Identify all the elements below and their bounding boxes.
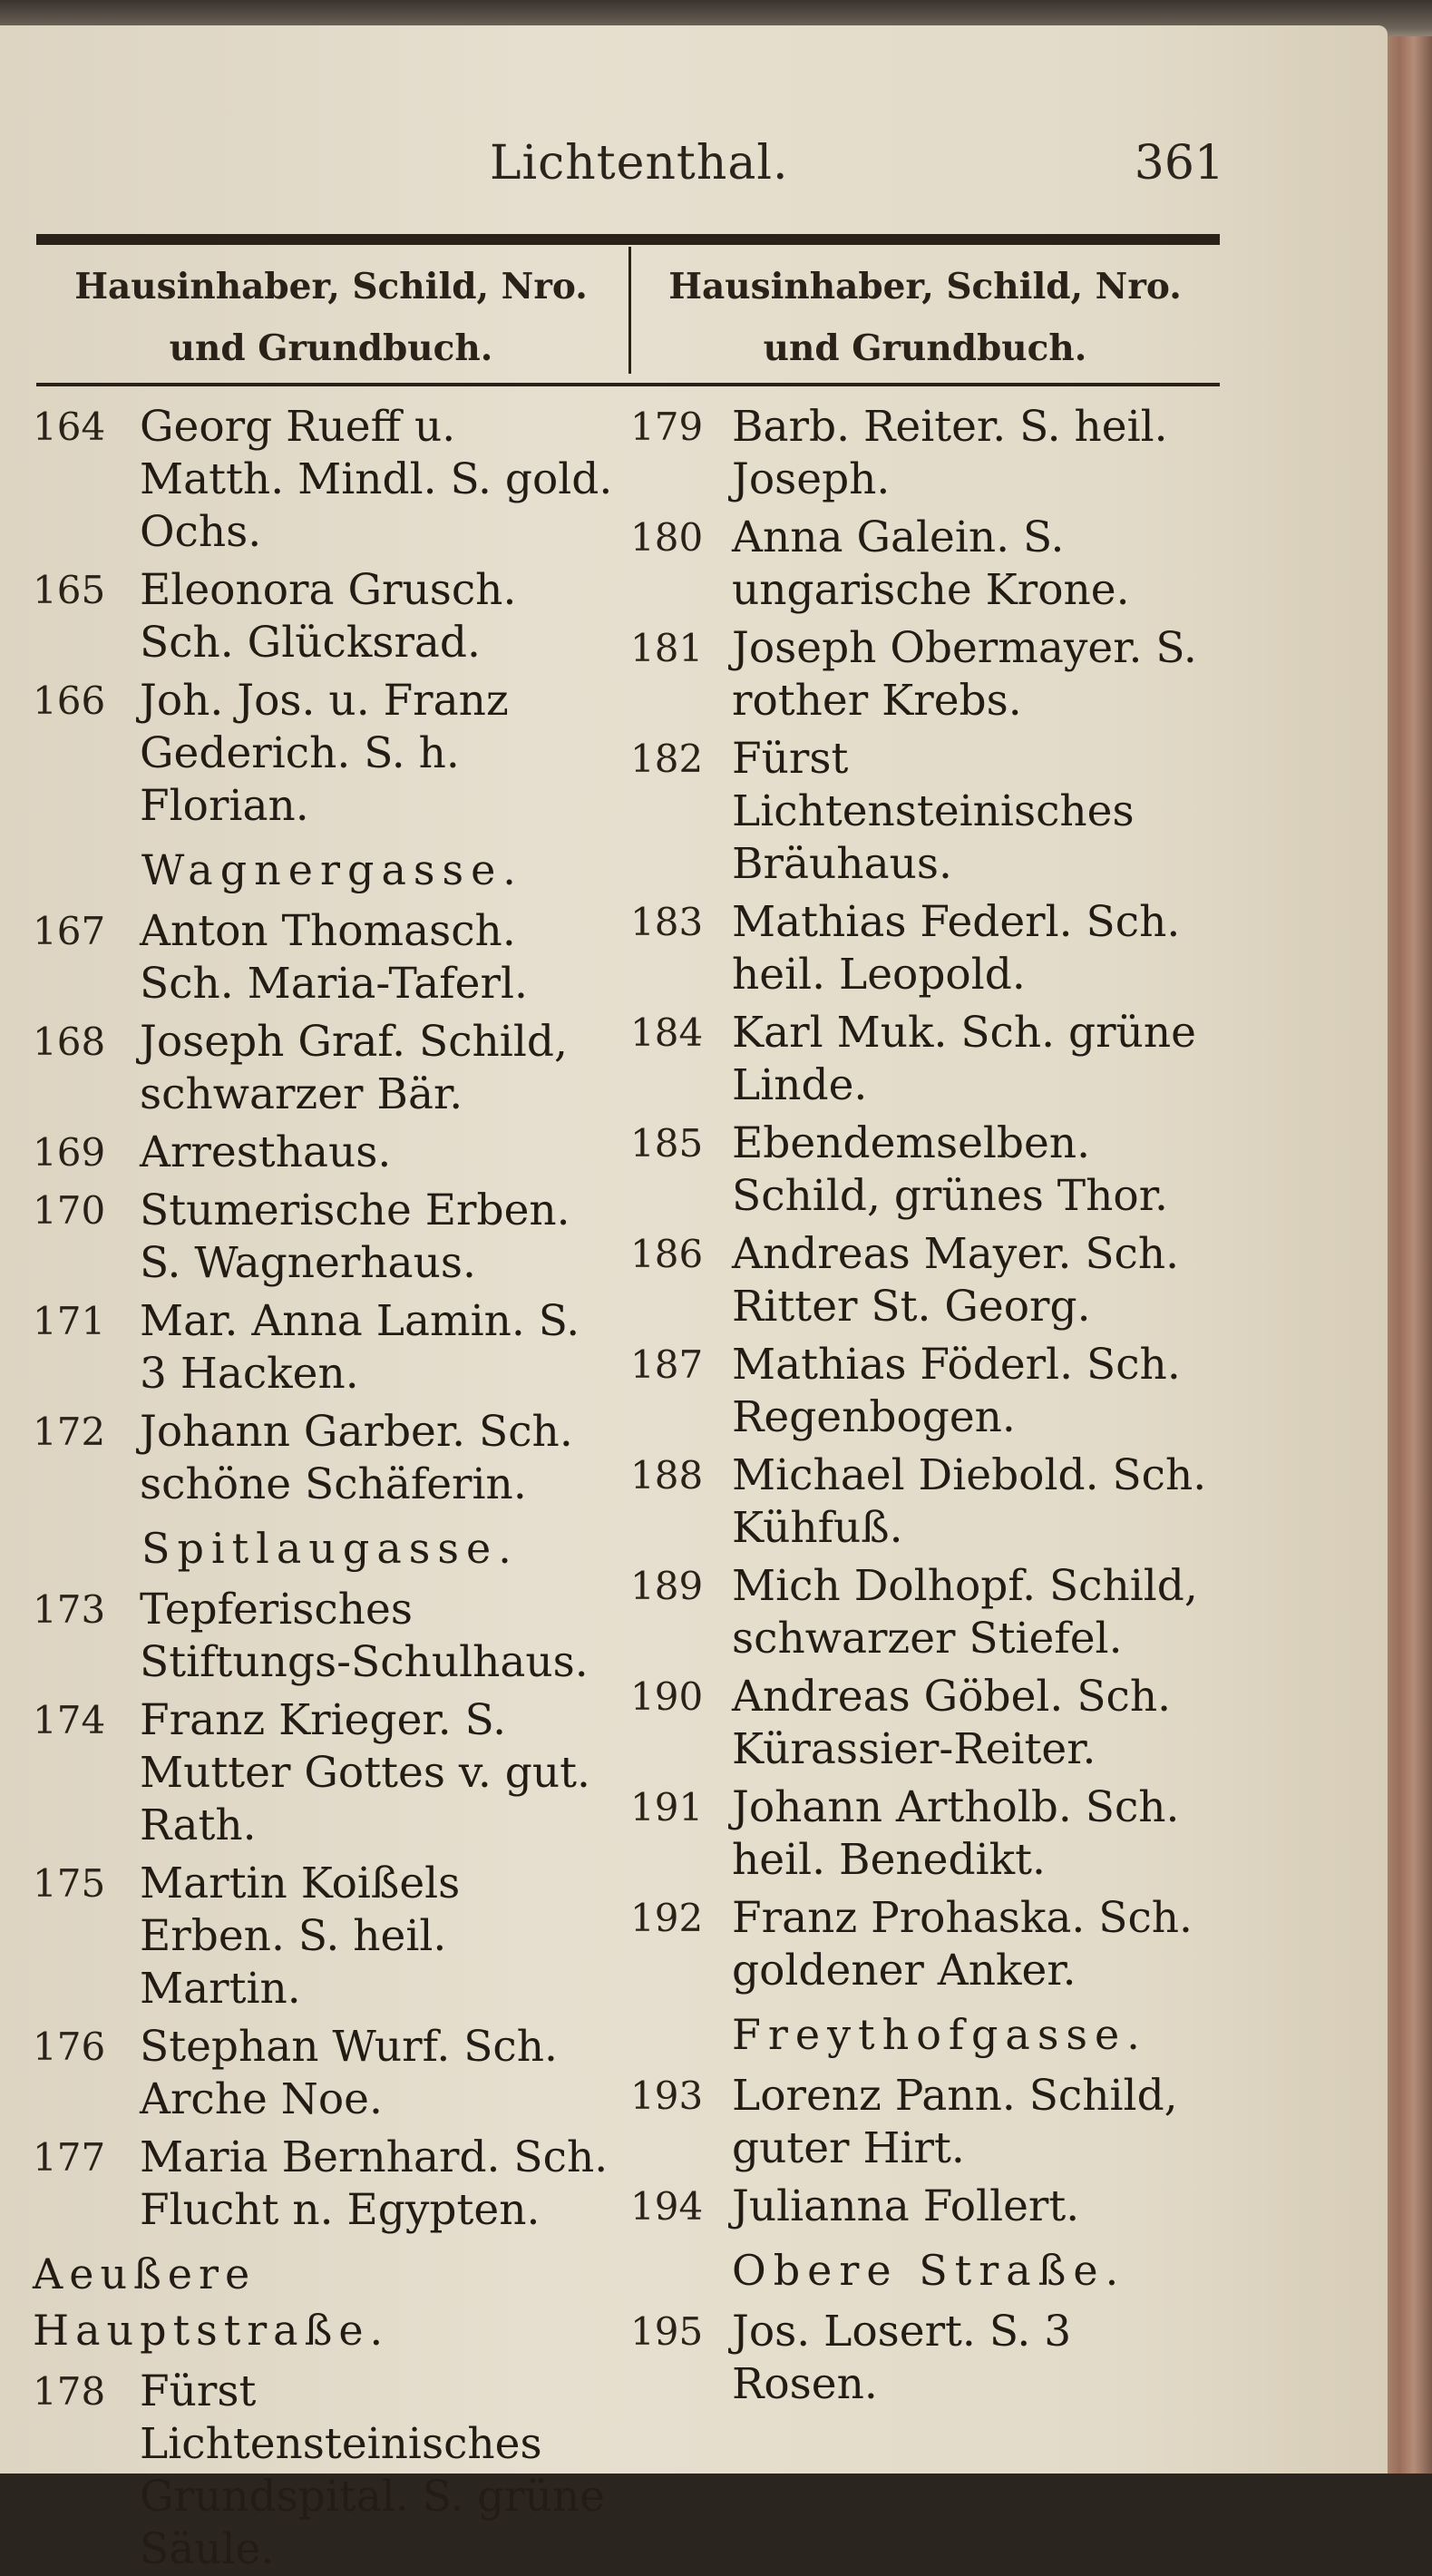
house-number: 180 [630,515,704,560]
entry-text: Jos. Losert. S. 3 Rosen. [732,2307,1072,2409]
entry-text: Georg Rueff u. Matth. Mindl. S. gold. Ochs. [140,402,613,557]
list-entry [630,1007,1220,1112]
list-entry [33,2132,613,2237]
list-entry [33,905,613,1010]
street-heading: Obere Straße. [732,2246,1126,2295]
house-number: 164 [33,405,106,449]
house-number: 171 [33,1299,106,1343]
entry-text: Mar. Anna Lamin. S. 3 Hacken. [140,1296,580,1399]
list-entry [630,896,1220,1001]
list-entry [33,401,613,559]
entry-text: Arresthaus. [140,1127,392,1177]
entry-text: Franz Krieger. S. Mutter Gottes v. gut. Rath. [140,1695,590,1850]
house-number: 195 [630,2309,704,2354]
entry-text: Franz Prohaska. Sch. goldener Anker. [732,1893,1193,1995]
list-entry [33,2366,613,2576]
house-number: 165 [33,568,106,612]
house-number: 166 [33,678,106,723]
house-number: 192 [630,1896,704,1940]
entry-text: Tepferisches Stiftungs-Schulhaus. [140,1585,589,1687]
list-entry [33,564,613,669]
entry-text: Johann Artholb. Sch. heil. Benedikt. [732,1782,1180,1885]
house-number: 193 [630,2073,704,2118]
list-entry [630,512,1220,617]
list-entry [630,1671,1220,1776]
left-column-header: Hausinhaber, Schild, Nro. und Grundbuch. [74,266,588,369]
page-number: 361 [1134,136,1224,190]
list-entry [630,733,1220,891]
house-number: 191 [630,1785,704,1830]
entry-text: Andreas Göbel. Sch. Kürassier-Reiter. [732,1672,1172,1774]
street-heading: Spitlaugasse. [141,1524,519,1573]
entry-text: Karl Muk. Sch. grüne Linde. [732,1008,1196,1110]
street-heading: Wagnergasse. [141,845,523,894]
left-column [33,401,613,2576]
entry-text: Mich Dolhopf. Schild, schwarzer Stiefel. [732,1561,1198,1664]
list-entry [33,1016,613,1121]
list-entry [33,1694,613,1852]
house-number: 188 [630,1453,704,1498]
house-number: 190 [630,1674,704,1719]
entry-text: Lorenz Pann. Schild, guter Hirt. [732,2071,1178,2173]
house-number: 194 [630,2184,704,2229]
entry-text: Fürst Lichtensteinisches Grundspital. S. grüne Säule. [140,2366,606,2574]
entry-text: Mathias Federl. Sch. heil. Leopold. [732,897,1181,1000]
house-number: 174 [33,1698,106,1742]
list-entry [630,1781,1220,1887]
list-entry [630,622,1220,727]
entry-text: Barb. Reiter. S. heil. Joseph. [732,402,1168,504]
entry-text: Stephan Wurf. Sch. Arche Noe. [140,2022,558,2124]
entry-text: Mathias Föderl. Sch. Regenbogen. [732,1340,1181,1442]
house-number: 177 [33,2135,106,2180]
entry-text: Stumerische Erben. S. Wagnerhaus. [140,1186,570,1288]
list-entry [33,1584,613,1689]
list-entry [33,675,613,833]
list-entry [630,1560,1220,1665]
list-entry [33,1858,613,2015]
entry-text: Fürst Lichtensteinisches Bräuhaus. [732,734,1135,889]
house-number: 187 [630,1342,704,1387]
entry-text: Anna Galein. S. ungarische Krone. [732,512,1130,615]
header-rule-thin [36,383,1220,386]
entry-text: Maria Bernhard. Sch. Flucht n. Egypten. [140,2132,609,2235]
house-number: 182 [630,737,704,781]
house-number: 175 [33,1861,106,1906]
list-entry [33,1127,613,1179]
house-number: 168 [33,1020,106,1064]
list-entry [630,1892,1220,1997]
list-entry [630,1228,1220,1333]
house-number: 176 [33,2025,106,2069]
entry-text: Martin Koißels Erben. S. heil. Martin. [140,1859,461,2014]
entry-text: Joseph Obermayer. S. rother Krebs. [732,623,1197,726]
house-number: 189 [630,1564,704,1608]
running-head: Lichtenthal. [490,136,789,190]
house-number: 178 [33,2369,106,2414]
street-heading: Freythofgasse. [732,2010,1147,2059]
entry-text: Eleonora Grusch. Sch. Glücksrad. [140,565,517,668]
list-entry [33,1406,613,1511]
column-header-divider [628,247,631,374]
entry-text: Ebendemselben. Schild, grünes Thor. [732,1118,1168,1221]
house-number: 172 [33,1410,106,1454]
entry-text: Julianna Follert. [732,2181,1080,2231]
header-rule-thick [36,234,1220,245]
entry-text: Johann Garber. Sch. schöne Schäferin. [140,1407,573,1509]
house-number: 167 [33,909,106,953]
list-entry [630,2181,1220,2233]
entry-text: Andreas Mayer. Sch. Ritter St. Georg. [732,1229,1180,1332]
list-entry [630,401,1220,506]
right-column-header: Hausinhaber, Schild, Nro. und Grundbuch. [668,266,1182,369]
right-column [630,401,1220,2411]
list-entry [630,1339,1220,1444]
list-entry [630,2070,1220,2175]
entry-text: Anton Thomasch. Sch. Maria-Taferl. [140,906,528,1009]
house-number: 170 [33,1188,106,1233]
list-entry [630,1449,1220,1555]
list-entry [630,1117,1220,1223]
list-entry [33,1185,613,1290]
house-number: 173 [33,1587,106,1632]
house-number: 181 [630,626,704,670]
entry-text: Joh. Jos. u. Franz Gederich. S. h. Florian. [140,676,509,831]
house-number: 183 [630,900,704,944]
house-number: 179 [630,405,704,449]
list-entry [33,2021,613,2126]
list-entry [630,2306,1220,2411]
entry-text: Michael Diebold. Sch. Kühfuß. [732,1450,1207,1553]
entry-text: Joseph Graf. Schild, schwarzer Bär. [140,1017,568,1119]
house-number: 169 [33,1130,106,1175]
house-number: 185 [630,1121,704,1166]
house-number: 186 [630,1232,704,1276]
list-entry [33,1295,613,1400]
street-heading: Aeußere Hauptstraße. [33,2249,390,2355]
house-number: 184 [630,1010,704,1055]
